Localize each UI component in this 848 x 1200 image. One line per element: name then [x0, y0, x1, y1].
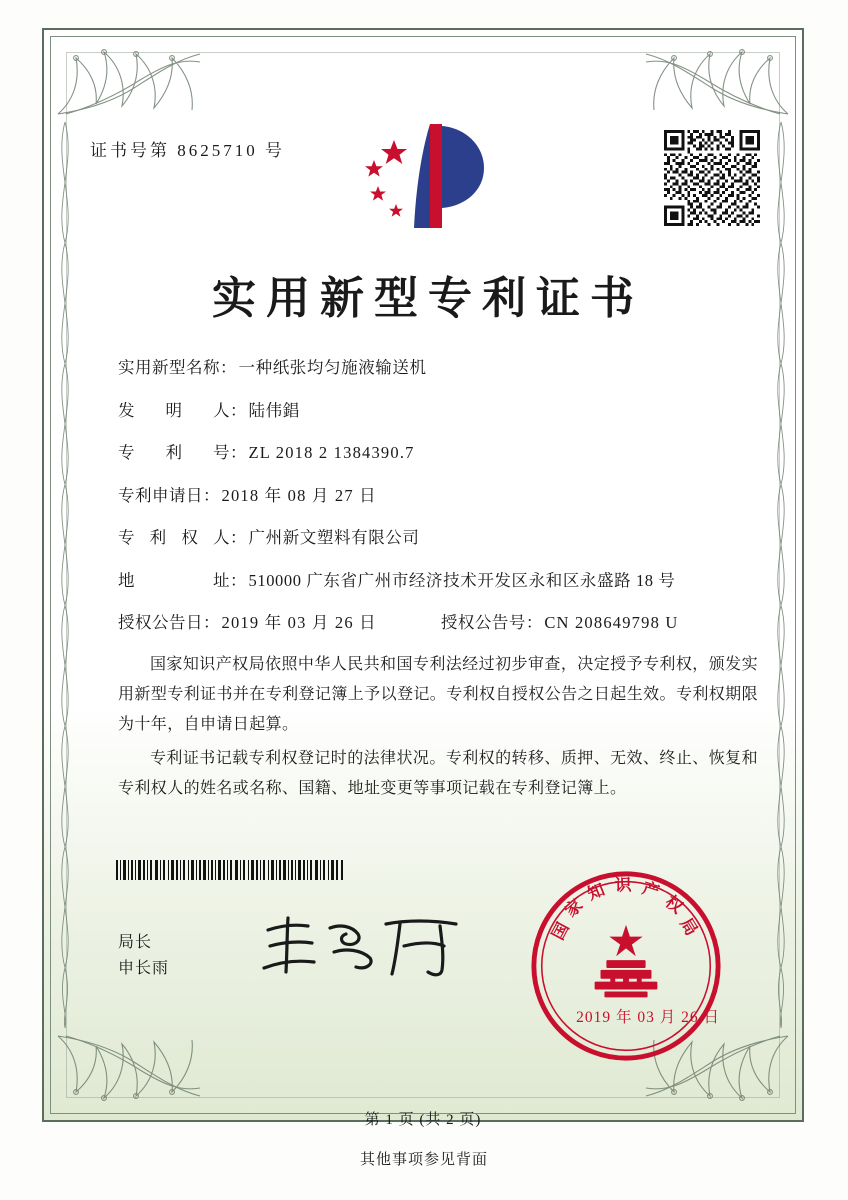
official-red-seal-icon — [528, 868, 724, 1064]
field-value-grant-number: CN 208649798 U — [544, 613, 679, 632]
field-value-patentee: 广州新文塑料有限公司 — [248, 528, 420, 547]
patent-fields — [118, 360, 738, 658]
page-title: 实用新型专利证书 — [212, 274, 644, 323]
backside-note: 其他事项参见背面 — [359, 1152, 488, 1168]
seal-date: 2019 年 03 月 26 日 — [576, 1009, 720, 1026]
cnipa-emblem-icon — [338, 116, 508, 236]
svg-text:国: 国 — [548, 919, 573, 944]
svg-text:权: 权 — [661, 891, 687, 918]
field-colon: ： — [230, 443, 247, 462]
page-indicator: 第 1 页 (共 2 页) — [364, 1112, 482, 1128]
field-label: 地址 — [118, 570, 230, 590]
field-colon: ： — [203, 485, 220, 505]
field-label: 专利申请日 — [118, 485, 203, 505]
field-value-application-date: 2018 年 08 月 27 日 — [221, 485, 377, 505]
field-label: 专利号 — [118, 443, 230, 462]
director-title-label: 局长 — [118, 934, 153, 951]
certificate-number: 证书号第 8625710 号 — [90, 141, 285, 160]
field-value-grant-date: 2019 年 03 月 26 日 — [221, 613, 377, 632]
field-colon: ： — [220, 358, 237, 377]
certificate-border-outer — [42, 28, 804, 1128]
field-row-grant-announcement — [118, 615, 738, 632]
field-colon: ： — [230, 528, 247, 547]
field-colon: ： — [525, 613, 543, 632]
field-row-patent-number — [118, 445, 738, 462]
field-value-patent-number: ZL 2018 2 1384390.7 — [248, 443, 415, 462]
field-value-inventor: 陆伟錩 — [248, 400, 300, 420]
svg-text:产: 产 — [639, 878, 662, 902]
field-row-patentee — [118, 530, 738, 547]
field-row-address — [118, 570, 738, 590]
svg-text:局: 局 — [676, 914, 702, 939]
field-label-grant-date: 授权公告日 — [118, 613, 203, 632]
field-row-utility-model-name — [118, 360, 738, 377]
svg-text:识: 识 — [614, 875, 632, 895]
field-row-inventor — [118, 400, 738, 420]
field-label: 发明人 — [118, 400, 230, 420]
field-label: 专利权人 — [118, 528, 230, 547]
field-row-application-date — [118, 485, 738, 505]
legal-body-text — [118, 650, 758, 808]
signature-block — [118, 930, 169, 982]
handwritten-signature-icon — [254, 910, 484, 980]
field-colon: ： — [203, 613, 220, 632]
field-colon: ： — [230, 400, 247, 420]
svg-text:知: 知 — [584, 879, 608, 904]
field-value-address: 510000 广东省广州市经济技术开发区永和区永盛路 18 号 — [248, 570, 676, 590]
field-colon: ： — [230, 570, 247, 590]
qr-code-icon — [664, 130, 760, 226]
field-value-utility-model-name: 一种纸张均匀施液输送机 — [238, 358, 427, 377]
director-name-label: 申长雨 — [118, 960, 170, 977]
field-label-grant-number: 授权公告号 — [440, 613, 526, 632]
svg-text:家: 家 — [561, 895, 587, 921]
paragraph-registry-statement: 专利证书记载专利权登记时的法律状况。专利权的转移、质押、无效、终止、恢复和专利权人的姓名或名称、国籍、地址变更等事项记载在专利登记簿上。 — [118, 750, 758, 797]
barcode-icon — [116, 860, 344, 880]
field-label: 实用新型名称 — [118, 358, 220, 377]
paragraph-grant-statement: 国家知识产权局依照中华人民共和国专利法经过初步审查，决定授予专利权，颁发实用新型专利证书并在专利登记簿上予以登记。专利权自授权公告之日起生效。专利权期限为十年，自申请日起算。 — [118, 656, 758, 733]
